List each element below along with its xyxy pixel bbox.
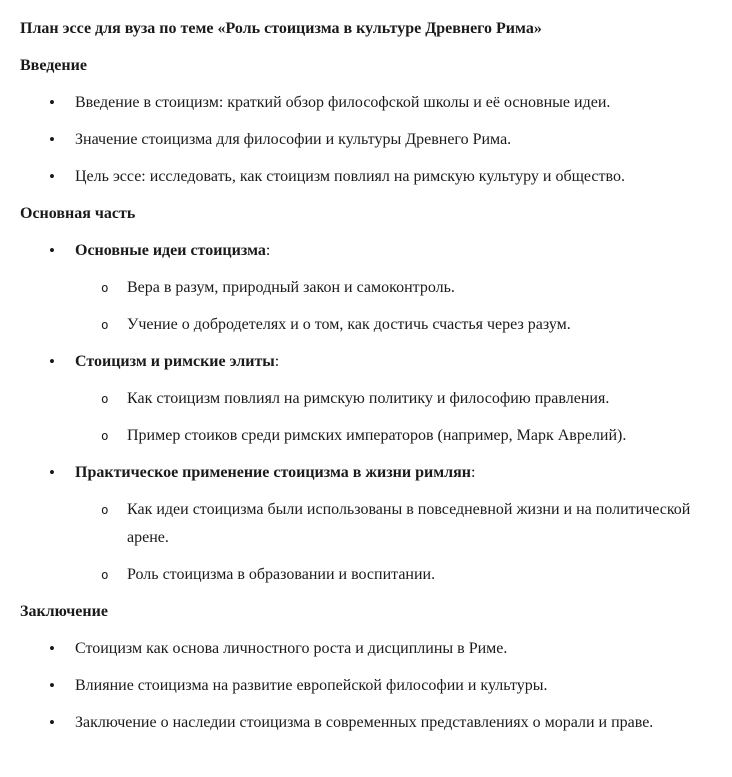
bullet-disc-icon [49, 459, 55, 488]
sub-list-item-text: Как стоицизм повлиял на римскую политику и философию правления. [127, 390, 610, 407]
sub-list-item [75, 311, 710, 339]
section-heading-conclusion: Заключение [20, 603, 108, 620]
sub-list-item-text: Вера в разум, природный закон и самоконтроль. [127, 279, 455, 296]
list-item-text: Заключение о наследии стоицизма в современных представлениях о морали и праве. [75, 714, 654, 731]
list-item-text [75, 464, 475, 481]
list-item-text: Введение в стоицизм: краткий обзор философской школы и её основные идеи. [75, 94, 611, 111]
list-item [20, 348, 710, 450]
sub-list-item [75, 496, 710, 552]
sub-list-item-text: Роль стоицизма в образовании и воспитании. [127, 566, 436, 583]
bullet-disc-icon [49, 89, 55, 118]
bullet-circle-icon [101, 311, 109, 339]
conclusion-list [20, 635, 710, 737]
sub-list-item-text: Как идеи стоицизма были использованы в повседневной жизни и на политической арене. [127, 501, 691, 546]
bullet-circle-icon [101, 422, 109, 450]
sub-list-item [75, 385, 710, 413]
list-item [20, 89, 710, 117]
list-item [20, 459, 710, 589]
bullet-disc-icon [49, 348, 55, 377]
document-title: План эссе для вуза по теме «Роль стоицизма в культуре Древнего Рима» [20, 20, 542, 37]
list-item-text: Значение стоицизма для философии и культуры Древнего Рима. [75, 131, 512, 148]
bullet-circle-icon [101, 385, 109, 413]
sub-list-item-text: Учение о добродетелях и о том, как достичь счастья через разум. [127, 316, 571, 333]
sub-list-item [75, 422, 710, 450]
list-item [20, 672, 710, 700]
bullet-disc-icon [49, 163, 55, 192]
bullet-disc-icon [49, 672, 55, 701]
bullet-circle-icon [101, 496, 109, 524]
list-item-lead: Основные идеи стоицизма [75, 242, 266, 259]
list-item-text: Влияние стоицизма на развитие европейской философии и культуры. [75, 677, 548, 694]
list-item [20, 126, 710, 154]
bullet-disc-icon [49, 126, 55, 155]
list-item-separator: : [470, 464, 476, 481]
list-item [20, 709, 710, 737]
introduction-list [20, 89, 710, 191]
section-heading-introduction: Введение [20, 57, 87, 74]
sub-list [75, 274, 710, 339]
sub-list [75, 385, 710, 450]
list-item-text [75, 353, 279, 370]
bullet-disc-icon [49, 237, 55, 266]
list-item [20, 163, 710, 191]
list-item [20, 635, 710, 663]
bullet-circle-icon [101, 561, 109, 589]
bullet-disc-icon [49, 709, 55, 738]
list-item-text: Стоицизм как основа личностного роста и дисциплины в Риме. [75, 640, 508, 657]
sub-list-item [75, 274, 710, 302]
list-item-lead: Стоицизм и римские элиты [75, 353, 275, 370]
sub-list [75, 496, 710, 589]
list-item-text [75, 242, 270, 259]
bullet-circle-icon [101, 274, 109, 302]
main-part-list [20, 237, 710, 589]
list-item-lead: Практическое применение стоицизма в жизни римлян [75, 464, 471, 481]
sub-list-item [75, 561, 710, 589]
list-item [20, 237, 710, 339]
section-heading-main-part: Основная часть [20, 205, 136, 222]
list-item-separator: : [265, 242, 271, 259]
sub-list-item-text: Пример стоиков среди римских императоров (например, Марк Аврелий). [127, 427, 627, 444]
list-item-separator: : [274, 353, 280, 370]
list-item-text: Цель эссе: исследовать, как стоицизм повлиял на римскую культуру и общество. [75, 168, 625, 185]
bullet-disc-icon [49, 635, 55, 664]
